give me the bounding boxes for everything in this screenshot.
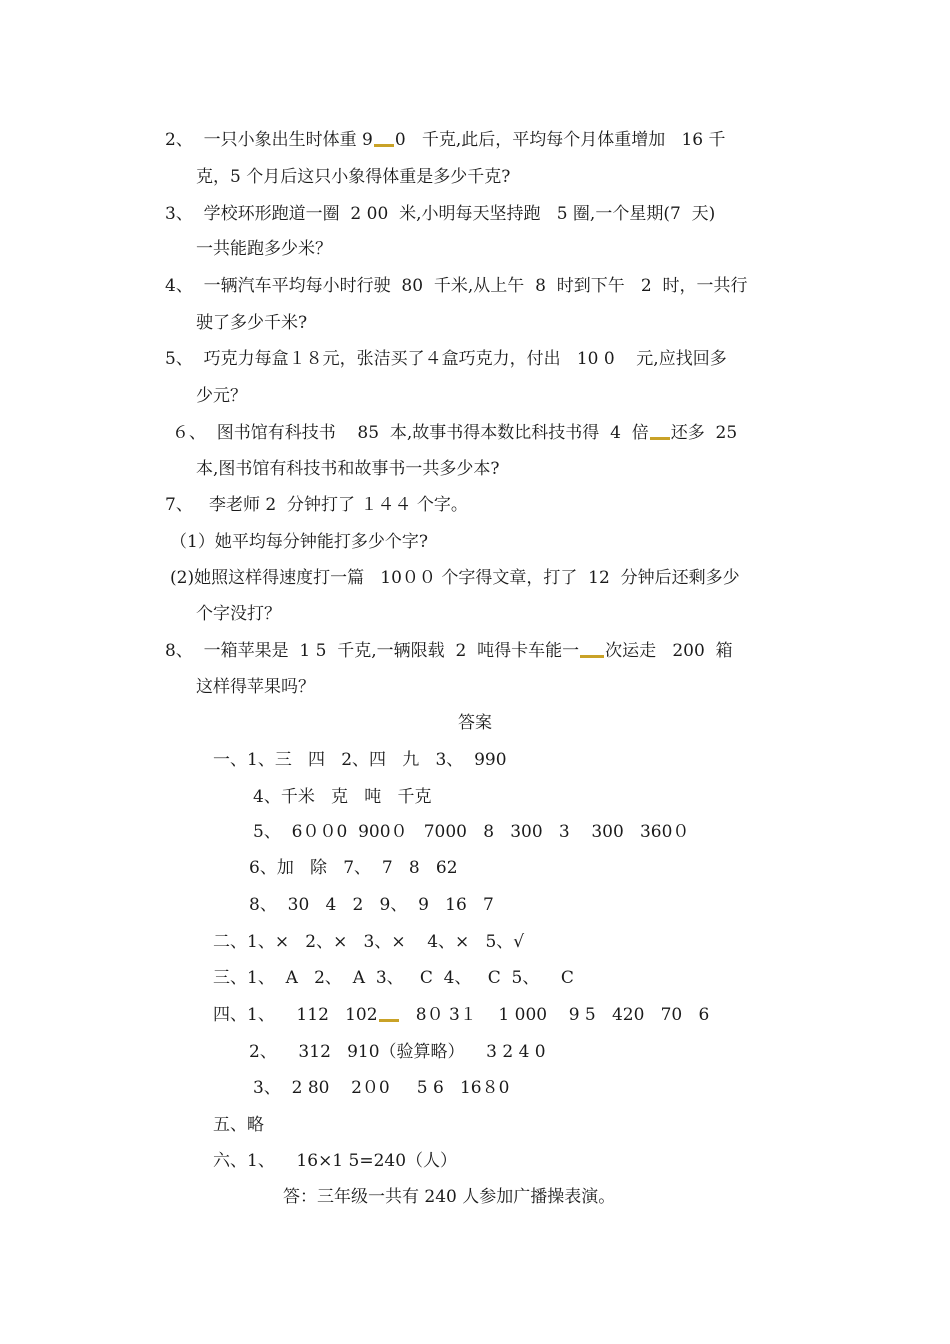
- answer-four-line1-text-b: 8０ 3１ 1 000 9 5 420 70 6: [399, 1005, 710, 1025]
- answer-four-line1: [213, 1004, 709, 1026]
- highlight-mark: [580, 655, 604, 658]
- answer-six-line2: 答：三年级一共有 240 人参加广播操表演。: [283, 1187, 616, 1207]
- q6-line2: 本,图书馆有科技书和故事书一共多少本?: [196, 459, 500, 479]
- q7-sub1: （1）她平均每分钟能打多少个字?: [170, 532, 428, 552]
- q8-line1-text-a: 8、 一箱苹果是 1 5 千克,一辆限载 2 吨得卡车能一: [165, 641, 580, 661]
- q2-line1-text-b: 0 千克,此后，平均每个月体重增加 16 千: [394, 130, 726, 150]
- answers-title: 答案: [458, 713, 492, 733]
- q8-line2: 这样得苹果吗？: [196, 677, 315, 697]
- answer-five: 五、略: [213, 1115, 264, 1135]
- answer-two: 二、1、× 2、× 3、× 4、× 5、√: [213, 932, 525, 952]
- highlight-mark: [650, 437, 670, 440]
- q4-line2: 驶了多少千米?: [196, 313, 308, 333]
- answer-four-line2: 2、 312 910（验算略） 3 2 4 0: [249, 1042, 546, 1062]
- answer-one-line5: 8、 30 4 2 9、 9 16 7: [249, 895, 494, 915]
- q2-line1-text-a: 2、 一只小象出生时体重 9: [165, 130, 373, 150]
- q6-line1: [172, 422, 737, 444]
- answer-six-line1: 六、1、 16×1 5=240（人）: [213, 1151, 458, 1171]
- q4-line1: 4、 一辆汽车平均每小时行驶 80 千米,从上午 8 时到下午 2 时，一共行: [165, 276, 748, 296]
- highlight-mark: [374, 144, 394, 147]
- q5-line1: 5、 巧克力每盒１８元，张洁买了４盒巧克力，付出 10 0 元,应找回多: [165, 349, 727, 369]
- q2-line1: [165, 129, 726, 151]
- q5-line2: 少元？: [196, 386, 247, 406]
- highlight-mark: [379, 1019, 399, 1022]
- q8-line1-text-b: 次运走 200 箱: [605, 641, 733, 661]
- q2-line2: 克，5 个月后这只小象得体重是多少千克?: [196, 167, 511, 187]
- answer-one-line2: 4、千米 克 吨 千克: [253, 787, 432, 807]
- q3-line2: 一共能跑多少米？: [196, 239, 332, 259]
- answer-one-line3: 5、 6００0 900０ 7000 8 300 3 300 360０: [253, 822, 690, 842]
- answer-one-line4: 6、加 除 7、 7 8 62: [249, 858, 458, 878]
- q7-sub2-line1: (2)她照这样得速度打一篇 10００ 个字得文章，打了 12 分钟后还剩多少: [170, 568, 740, 588]
- q8-line1: [165, 640, 733, 662]
- answer-one-line1: 一、1、三 四 2、四 九 3、 990: [213, 750, 507, 770]
- q6-line1-text-a: ６、 图书馆有科技书 85 本,故事书得本数比科技书得 4 倍: [172, 423, 649, 443]
- answer-four-line1-text-a: 四、1、 112 102: [213, 1005, 378, 1025]
- q6-line1-text-b: 还多 25: [670, 423, 738, 443]
- answer-four-line3: 3、 2 80 2０0 5 6 16８0: [253, 1078, 510, 1098]
- answer-three: 三、1、 A 2、 A 3、 C 4、 C 5、 C: [213, 968, 574, 988]
- q7-line1: 7、 李老师 2 分钟打了 １４４ 个字。: [165, 495, 468, 515]
- q3-line1: 3、 学校环形跑道一圈 2 00 米,小明每天坚持跑 5 圈,一个星期(7 天): [165, 204, 716, 224]
- q7-sub2-line2: 个字没打？: [196, 604, 281, 624]
